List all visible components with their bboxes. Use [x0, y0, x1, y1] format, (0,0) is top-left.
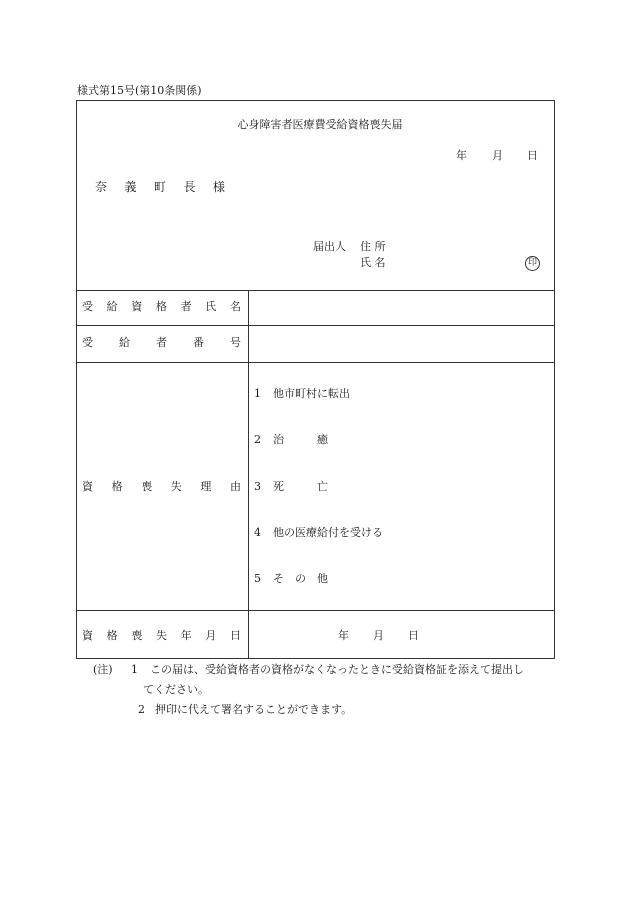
reason-option[interactable]: 2 治 癒: [254, 433, 328, 446]
date-year-label: 年: [456, 149, 467, 162]
divider: [77, 610, 554, 611]
name-label: 氏 名: [360, 256, 386, 269]
loss-reason-label: 資 格 喪 失 理 由: [82, 480, 241, 493]
divider: [77, 362, 554, 363]
reason-option[interactable]: 4 他の医療給付を受ける: [254, 526, 383, 539]
notifier-label: 届出人: [313, 240, 346, 253]
reason-option[interactable]: 5 そ の 他: [254, 572, 328, 585]
recipient-number-label: 受 給 者 番 号: [82, 336, 241, 349]
form-title: 心身障害者医療費受給資格喪失届: [237, 118, 403, 131]
loss-date-month-label: 月: [373, 629, 384, 642]
notes-prefix: (注): [93, 663, 113, 676]
note-number: 2: [138, 703, 145, 716]
date-month-label: 月: [492, 149, 503, 162]
note-text: てください。: [143, 683, 209, 696]
reason-option[interactable]: 1 他市町村に転出: [254, 387, 350, 400]
recipient-number-field[interactable]: [249, 326, 554, 360]
address-label: 住 所: [360, 240, 386, 253]
loss-date-day-label: 日: [408, 629, 419, 642]
note-text: この届は、受給資格者の資格がなくなったときに受給資格証を添えて提出し: [150, 663, 524, 676]
recipient-name-label: 受 給 資 格 者 氏 名: [82, 300, 241, 313]
seal-mark: 印: [525, 256, 540, 271]
addressee: 奈 義 町 長 様: [95, 180, 225, 194]
loss-date-year-label: 年: [338, 629, 349, 642]
form-number-label: 様式第15号(第10条関係): [77, 84, 202, 97]
note-text: 押印に代えて署名することができます。: [155, 703, 353, 716]
date-day-label: 日: [527, 149, 538, 162]
reason-option[interactable]: 3 死 亡: [254, 480, 328, 493]
loss-date-label: 資 格 喪 失 年 月 日: [82, 629, 241, 642]
recipient-name-field[interactable]: [249, 291, 554, 323]
note-number: 1: [131, 663, 138, 676]
